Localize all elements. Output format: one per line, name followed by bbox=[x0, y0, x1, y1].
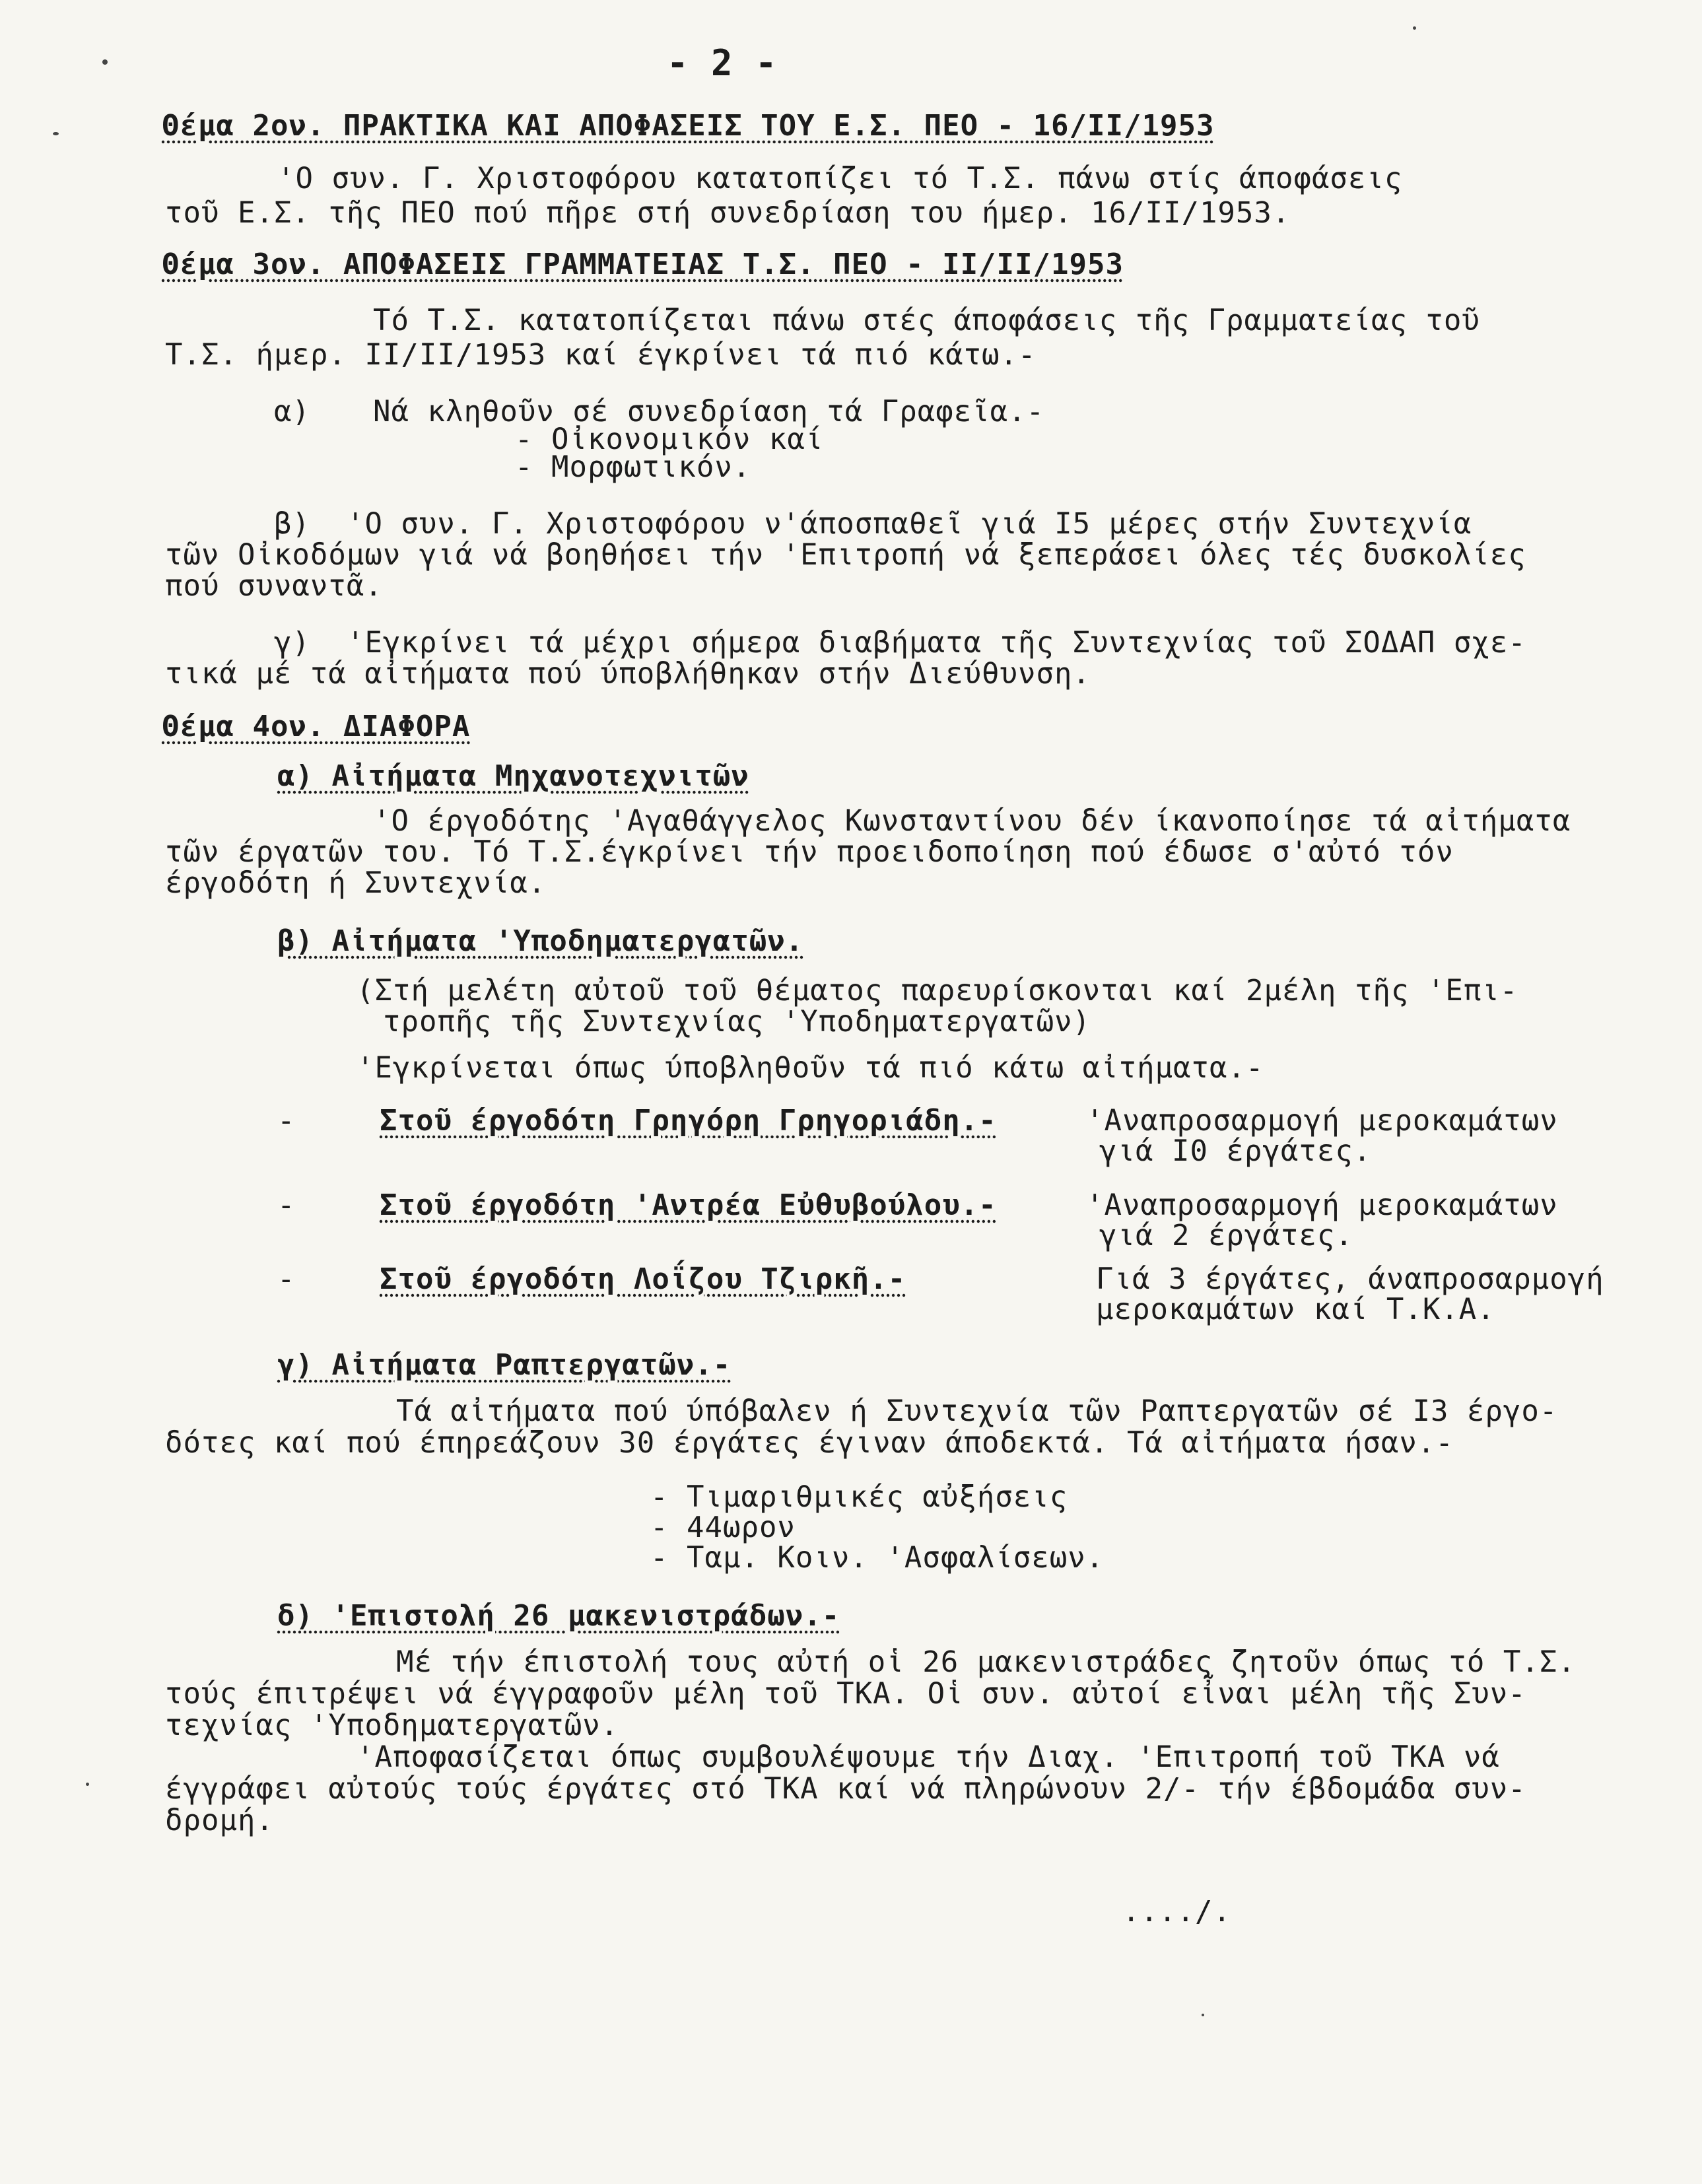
sub-b-note-1: (Στή μελέτη αὐτοῦ τοῦ θέματος παρευρίσκονται καί 2μέλη τῆς 'Επι- bbox=[357, 974, 1518, 1007]
row-2-dash: - bbox=[277, 1188, 296, 1222]
sub-c-item-2: - 44ωρον bbox=[650, 1511, 796, 1544]
sub-a-line-1: 'Ο έργοδότης 'Αγαθάγγελος Κωνσταντίνου δέν ίκανοποίησε τά αἰτήματα bbox=[373, 804, 1571, 838]
scan-speck bbox=[1202, 2014, 1204, 2016]
section-2-heading: Θέμα 2ον. ΠΡΑΚΤΙΚΑ ΚΑΙ ΑΠΟΦΑΣΕΙΣ ΤΟΥ Ε.Σ. ΠΕΟ - 16/ΙΙ/1953 bbox=[162, 109, 1215, 143]
sub-b-approval: 'Εγκρίνεται όπως ύποβληθοῦν τά πιό κάτω αἰτήματα.- bbox=[357, 1051, 1264, 1085]
scan-speck bbox=[102, 59, 108, 65]
row-2-demand-2: γιά 2 έργάτες. bbox=[1099, 1219, 1353, 1252]
continuation-mark: ..../. bbox=[1122, 1895, 1231, 1928]
item-a-text: Νά κληθοῦν σέ συνεδρίαση τά Γραφεῖα.- bbox=[373, 395, 1045, 428]
scan-speck bbox=[53, 132, 59, 135]
sub-d-decision-1: 'Αποφασίζεται όπως συμβουλέψουμε τήν Διαχ. 'Επιτροπή τοῦ ΤΚΑ νά bbox=[357, 1740, 1500, 1774]
sub-c-line-1: Τά αἰτήματα πού ύπόβαλεν ή Συντεχνία τῶν Ραπτεργατῶν σέ Ι3 έργο- bbox=[396, 1394, 1558, 1428]
item-a-sub-1: - Οἰκονομικόν καί bbox=[515, 423, 824, 456]
sub-d-line-1: Μέ τήν έπιστολή τους αὐτή οἱ 26 μακενιστράδες ζητοῦν όπως τό Τ.Σ. bbox=[396, 1645, 1576, 1679]
section-4-heading: Θέμα 4ον. ΔΙΑΦΟΡΑ bbox=[162, 710, 471, 743]
section-2-line-2: τοῦ Ε.Σ. τῆς ΠΕΟ πού πῆρε στή συνεδρίαση του ήμερ. 16/ΙΙ/1953. bbox=[165, 196, 1291, 230]
sub-d-heading: δ) 'Επιστολή 26 μακενιστράδων.- bbox=[277, 1599, 840, 1633]
row-3-dash: - bbox=[277, 1262, 296, 1296]
sub-c-line-2: δότες καί πού έπηρεάζουν 30 έργάτες έγιναν άποδεκτά. Τά αἰτήματα ήσαν.- bbox=[165, 1426, 1454, 1460]
sub-b-note-2: τροπῆς τῆς Συντεχνίας 'Υποδηματεργατῶν) bbox=[383, 1005, 1091, 1039]
sub-d-line-2: τούς έπιτρέψει νά έγγραφοῦν μέλη τοῦ ΤΚΑ. Οἱ συν. αὐτοί εἶναι μέλη τῆς Συν- bbox=[165, 1677, 1526, 1711]
sub-c-item-3: - Ταμ. Κοιν. 'Ασφαλίσεων. bbox=[650, 1541, 1105, 1575]
row-1-employer: Στοῦ έργοδότη Γρηγόρη Γρηγοριάδη.- bbox=[380, 1104, 997, 1138]
item-b-line-2: τῶν Οἰκοδόμων γιά νά βοηθήσει τήν 'Επιτροπή νά ξεπεράσει όλες τές δυσκολίες bbox=[165, 538, 1526, 572]
row-3-employer: Στοῦ έργοδότη Λοΐζου Τζιρκῆ.- bbox=[380, 1262, 906, 1296]
row-3-demand-2: μεροκαμάτων καί Τ.Κ.Α. bbox=[1096, 1293, 1495, 1326]
sub-a-heading: α) Αἰτήματα Μηχανοτεχνιτῶν bbox=[277, 759, 749, 793]
sub-a-line-2: τῶν έργατῶν του. Τό Τ.Σ.έγκρίνει τήν προειδοποίηση πού έδωσε σ'αὐτό τόν bbox=[165, 835, 1454, 869]
item-b-line-3: πού συναντᾶ. bbox=[165, 569, 383, 603]
sub-c-heading: γ) Αἰτήματα Ραπτεργατῶν.- bbox=[277, 1348, 732, 1382]
item-a-sub-2: - Μορφωτικόν. bbox=[515, 450, 751, 484]
item-c-line-2: τικά μέ τά αἰτήματα πού ύποβλήθηκαν στήν Διεύθυνση. bbox=[165, 657, 1091, 691]
scan-speck bbox=[1413, 26, 1416, 30]
section-3-intro-2: Τ.Σ. ήμερ. ΙΙ/ΙΙ/1953 καί έγκρίνει τά πιό κάτω.- bbox=[165, 338, 1037, 372]
item-b-line-1: β) 'Ο συν. Γ. Χριστοφόρου ν'άποσπαθεῖ γιά Ι5 μέρες στήν Συντεχνία bbox=[274, 507, 1472, 541]
scan-speck bbox=[86, 1783, 89, 1786]
sub-d-decision-3: δρομή. bbox=[165, 1804, 274, 1837]
item-c-line-1: γ) 'Εγκρίνει τά μέχρι σήμερα διαβήματα τῆς Συντεχνίας τοῦ ΣΟΔΑΠ σχε- bbox=[274, 626, 1526, 660]
sub-c-item-1: - Τιμαριθμικές αὐξήσεις bbox=[650, 1480, 1068, 1514]
row-1-dash: - bbox=[277, 1104, 296, 1138]
section-2-line-1: 'Ο συν. Γ. Χριστοφόρου κατατοπίζει τό Τ.Σ. πάνω στίς άποφάσεις bbox=[277, 162, 1403, 195]
sub-a-line-3: έργοδότη ή Συντεχνία. bbox=[165, 866, 547, 900]
row-1-demand-1: 'Αναπροσαρμογή μεροκαμάτων bbox=[1086, 1104, 1558, 1138]
row-1-demand-2: γιά Ι0 έργάτες. bbox=[1099, 1134, 1372, 1168]
section-3-heading: Θέμα 3ον. ΑΠΟΦΑΣΕΙΣ ΓΡΑΜΜΑΤΕΙΑΣ Τ.Σ. ΠΕΟ - ΙΙ/ΙΙ/1953 bbox=[162, 248, 1124, 281]
row-2-employer: Στοῦ έργοδότη 'Αντρέα Εὐθυβούλου.- bbox=[380, 1188, 997, 1222]
sub-b-heading: β) Αἰτήματα 'Υποδηματεργατῶν. bbox=[277, 924, 804, 958]
sub-d-decision-2: έγγράφει αὐτούς τούς έργάτες στό ΤΚΑ καί νά πληρώνουν 2/- τήν έβδομάδα συν- bbox=[165, 1772, 1526, 1806]
sub-d-line-3: τεχνίας 'Υποδηματεργατῶν. bbox=[165, 1709, 619, 1742]
item-a-label: α) bbox=[274, 395, 310, 428]
page-number: - 2 - bbox=[667, 42, 778, 84]
row-3-demand-1: Γιά 3 έργάτες, άναπροσαρμογή bbox=[1096, 1262, 1604, 1296]
section-3-intro-1: Τό Τ.Σ. κατατοπίζεται πάνω στές άποφάσεις τῆς Γραμματείας τοῦ bbox=[373, 304, 1480, 337]
row-2-demand-1: 'Αναπροσαρμογή μεροκαμάτων bbox=[1086, 1188, 1558, 1222]
